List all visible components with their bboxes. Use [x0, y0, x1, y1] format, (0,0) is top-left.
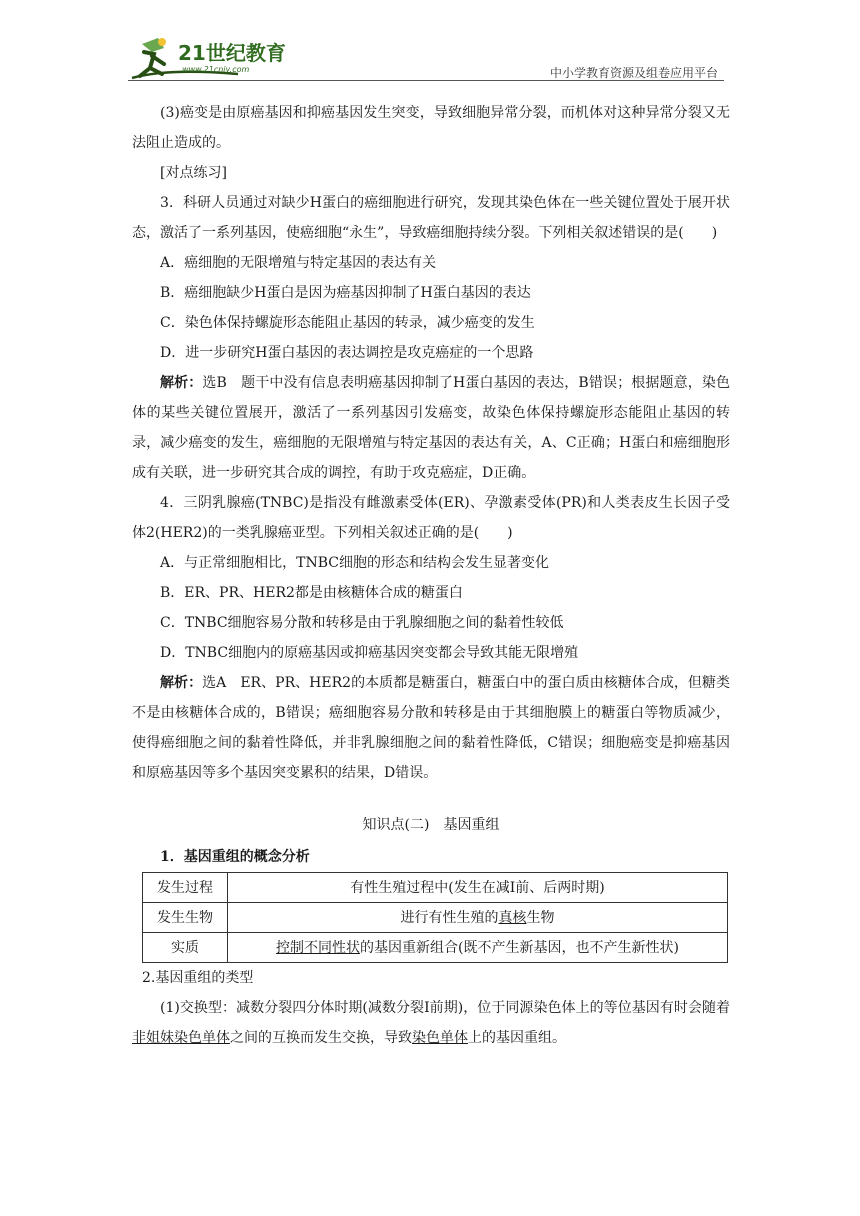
table-row: [143, 933, 728, 963]
question-4-option-a: A．与正常细胞相比，TNBC细胞的形态和结构会发生显著变化: [160, 555, 549, 571]
header-divider: [128, 80, 724, 81]
question-4-analysis: [132, 668, 730, 788]
table-head-cell: 发生生物: [143, 903, 228, 933]
question-4-option-b: B．ER、PR、HER2都是由核糖体合成的糖蛋白: [160, 585, 463, 601]
svg-text:21世纪教育: 21世纪教育: [178, 41, 286, 65]
analysis-text: 选B 题干中没有信息表明癌基因抑制了H蛋白基因的表达，B错误；根据题意，染色体的某些关键位置展开，激活了一系列基因引发癌变，故染色体保持螺旋形态能阻止基因的转录，减少癌变的发生，癌细胞的无限增殖与特定基因的表达有关，A、C正确；H蛋白和癌细胞形成有关联，进一步研究其合成的调控，有助于攻克癌症，D正确。: [132, 375, 730, 481]
underlined-term: 控制不同性状: [276, 939, 361, 956]
page-header: [128, 34, 724, 82]
question-3-stem: 3．科研人员通过对缺少H蛋白的癌细胞进行研究，发现其染色体在一些关键位置处于展开状态，激活了一系列基因，使癌细胞“永生”，导致癌细胞持续分裂。下列相关叙述错误的是( ): [132, 195, 730, 241]
underlined-term: 非姐妹染色单体: [132, 1030, 230, 1046]
question-3-option-b: B．癌细胞缺少H蛋白是因为癌基因抑制了H蛋白基因的表达: [160, 285, 531, 301]
question-4-option-c: C．TNBC细胞容易分散和转移是由于乳腺细胞之间的黏着性较低: [160, 615, 564, 631]
table-row: [143, 873, 728, 903]
table-row: [143, 903, 728, 933]
question-4-stem: 4．三阴乳腺癌(TNBC)是指没有雌激素受体(ER)、孕激素受体(PR)和人类表皮生长因子受体2(HER2)的一类乳腺癌亚型。下列相关叙述正确的是( ): [132, 495, 730, 541]
svg-text:www.21cnjy.com: www.21cnjy.com: [182, 65, 250, 74]
analysis-text: 选A ER、PR、HER2的本质都是糖蛋白，糖蛋白中的蛋白质由核糖体合成，但糖类不是由核糖体合成的，B错误；癌细胞容易分散和转移是由于其细胞膜上的糖蛋白等物质减少，使得癌细胞之间的黏着性降低，并非乳腺细胞之间的黏着性降低，C错误；细胞癌变是抑癌基因和原癌基因等多个基因突变累积的结果，D错误。: [132, 675, 730, 781]
question-3-option-d: D．进一步研究H蛋白基因的表达调控是攻克癌症的一个思路: [160, 345, 534, 361]
logo-21cnjy: [128, 34, 298, 80]
document-body: [132, 98, 730, 1053]
question-4: [132, 488, 730, 788]
analysis-label: 解析：: [160, 375, 203, 391]
underlined-term: 染色单体: [412, 1030, 468, 1046]
concept-title: 1．基因重组的概念分析: [160, 849, 310, 865]
question-3-option-a: A．癌细胞的无限增殖与特定基因的表达有关: [160, 255, 437, 271]
table-head-cell: 发生过程: [143, 873, 228, 903]
table-head-cell: 实质: [143, 933, 228, 963]
section-title: 知识点(二) 基因重组: [362, 817, 500, 833]
table-cell: 有性生殖过程中(发生在减Ⅰ前、后两时期): [228, 873, 728, 903]
question-3-analysis: [132, 368, 730, 488]
paragraph-cancer-3: (3)癌变是由原癌基因和抑癌基因发生突变，导致细胞异常分裂，而机体对这种异常分裂又无法阻止造成的。: [132, 105, 730, 151]
table-cell: 控制不同性状的基因重新组合(既不产生新基因，也不产生新性状): [228, 933, 728, 963]
exchange-paragraph: (1)交换型：减数分裂四分体时期(减数分裂Ⅰ前期)，位于同源染色体上的等位基因有时会随着非姐妹染色单体之间的互换而发生交换，导致染色单体上的基因重组。: [132, 1000, 730, 1046]
concept-table: [142, 872, 728, 963]
analysis-label: 解析：: [160, 675, 203, 691]
question-3-option-c: C．染色体保持螺旋形态能阻止基因的转录，减少癌变的发生: [160, 315, 535, 331]
practice-label: [对点练习]: [160, 165, 227, 181]
question-4-option-d: D．TNBC细胞内的原癌基因或抑癌基因突变都会导致其能无限增殖: [160, 645, 579, 661]
types-title: 2.基因重组的类型: [142, 970, 254, 986]
table-cell: 进行有性生殖的真核生物: [228, 903, 728, 933]
platform-name: 中小学教育资源及组卷应用平台: [549, 66, 718, 80]
underlined-term: 真核: [498, 909, 527, 926]
question-3: [132, 188, 730, 488]
